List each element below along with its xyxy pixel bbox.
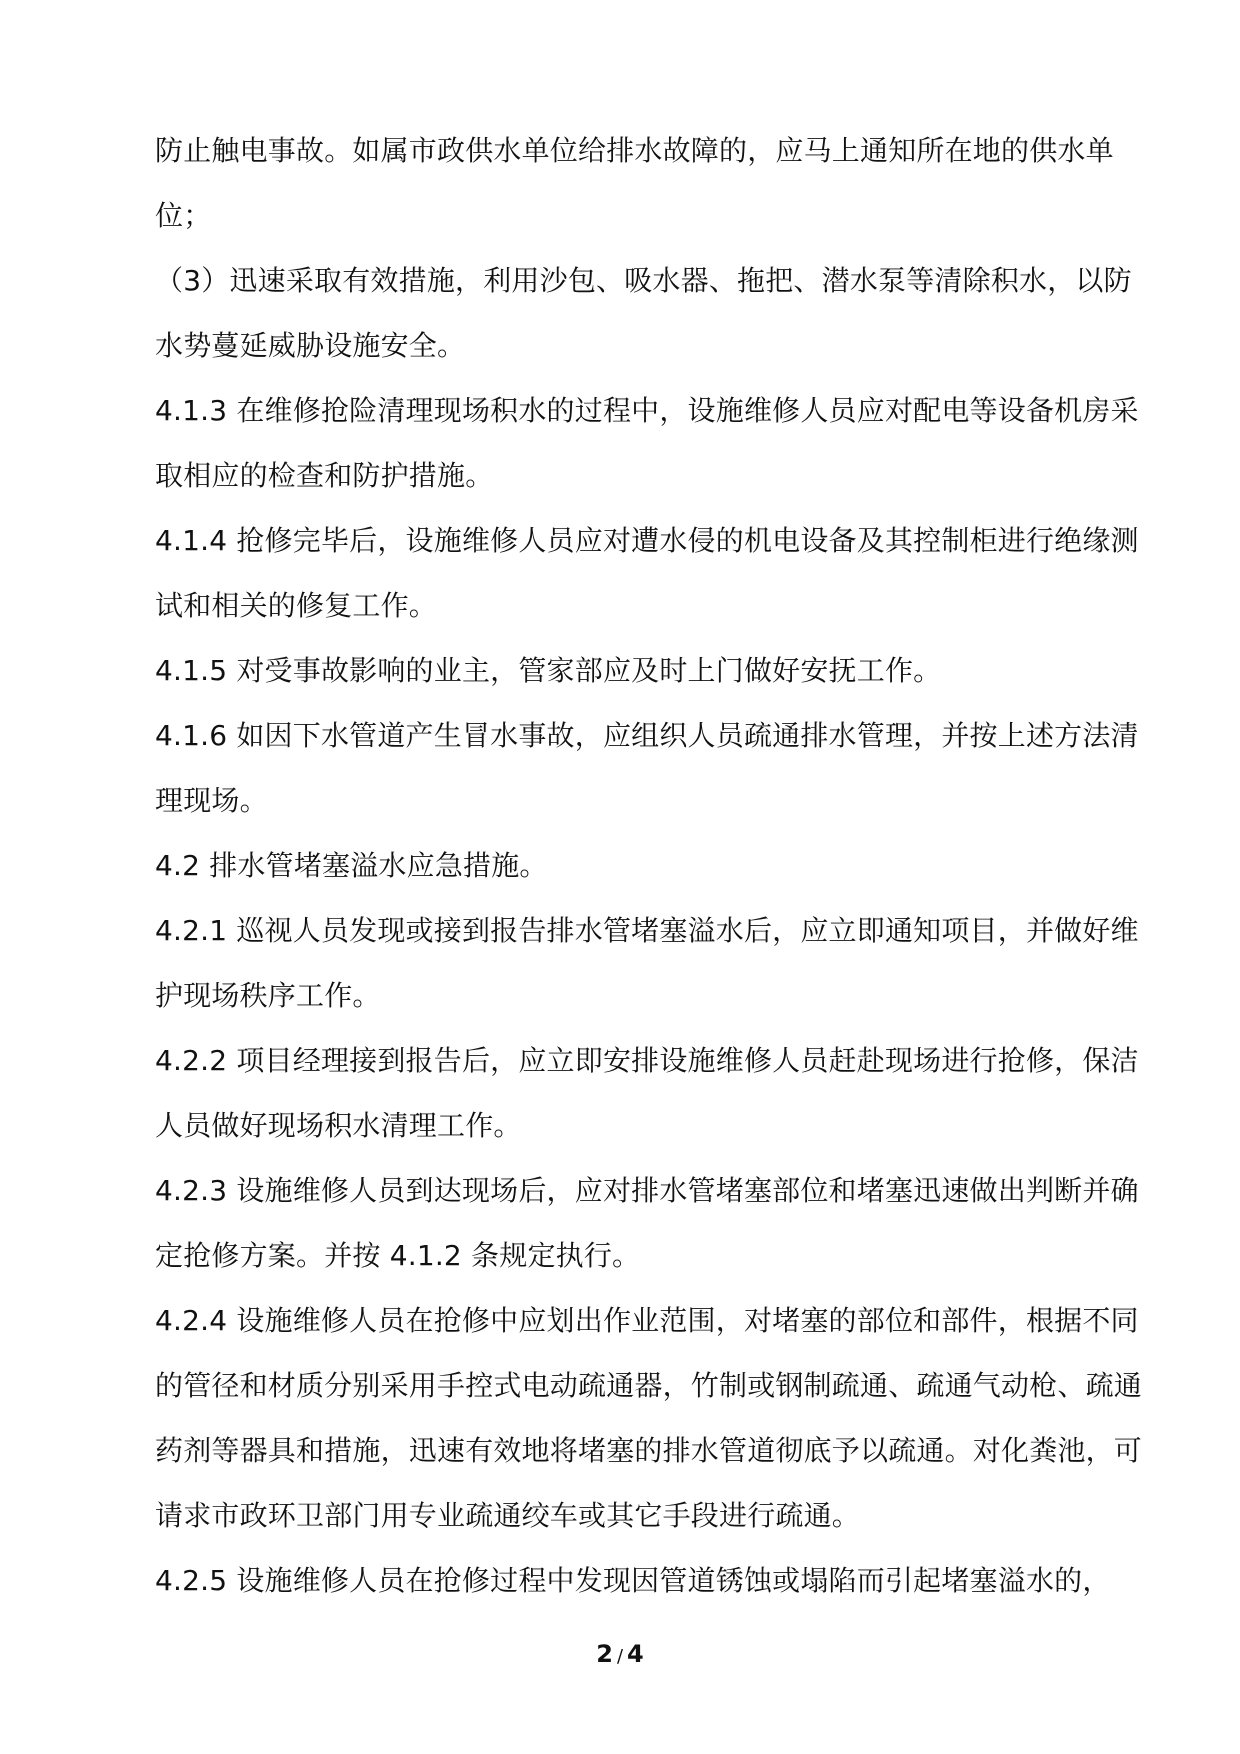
paragraph-4: 4.1.4 抢修完毕后，设施维修人员应对遭水侵的机电设备及其控制柜进行绝缘测试和相关的修复工作。 [155,524,1139,622]
current-page-number: 2 [596,1640,613,1668]
paragraph-3: 4.1.3 在维修抢险清理现场积水的过程中，设施维修人员应对配电等设备机房采取相应的检查和防护措施。 [155,394,1139,492]
paragraph-12: 4.2.5 设施维修人员在抢修过程中发现因管道锈蚀或塌陷而引起堵塞溢水的， [155,1564,1111,1597]
page-number [0,1640,1240,1668]
paragraph-5: 4.1.5 对受事故影响的业主，管家部应及时上门做好安抚工作。 [155,654,942,687]
paragraph-7: 4.2 排水管堵塞溢水应急措施。 [155,849,548,882]
paragraph-9: 4.2.2 项目经理接到报告后，应立即安排设施维修人员赶赴现场进行抢修，保洁人员做好现场积水清理工作。 [155,1044,1139,1142]
paragraph-11: 4.2.4 设施维修人员在抢修中应划出作业范围，对堵塞的部位和部件，根据不同的管径和材质分别采用手控式电动疏通器，竹制或钢制疏通、疏通气动枪、疏通药剂等器具和措施，迅速有效地将堵塞的排水管道彻底予以疏通。对化粪池，可请求市政环卫部门用专业疏通绞车或其它手段进行疏通。 [155,1304,1143,1532]
paragraph-8: 4.2.1 巡视人员发现或接到报告排水管堵塞溢水后，应立即通知项目，并做好维护现场秩序工作。 [155,914,1139,1012]
paragraph-1: 防止触电事故。如属市政供水单位给排水故障的，应马上通知所在地的供水单位； [155,134,1114,232]
document-body [155,118,1145,1613]
paragraph-6: 4.1.6 如因下水管道产生冒水事故，应组织人员疏通排水管理，并按上述方法清理现场。 [155,719,1139,817]
page-separator: / [616,1646,624,1667]
paragraph-10: 4.2.3 设施维修人员到达现场后，应对排水管堵塞部位和堵塞迅速做出判断并确定抢修方案。并按 4.1.2 条规定执行。 [155,1174,1139,1272]
paragraph-2: （3）迅速采取有效措施，利用沙包、吸水器、拖把、潜水泵等清除积水，以防水势蔓延威胁设施安全。 [155,264,1132,362]
total-pages-number: 4 [627,1640,644,1668]
